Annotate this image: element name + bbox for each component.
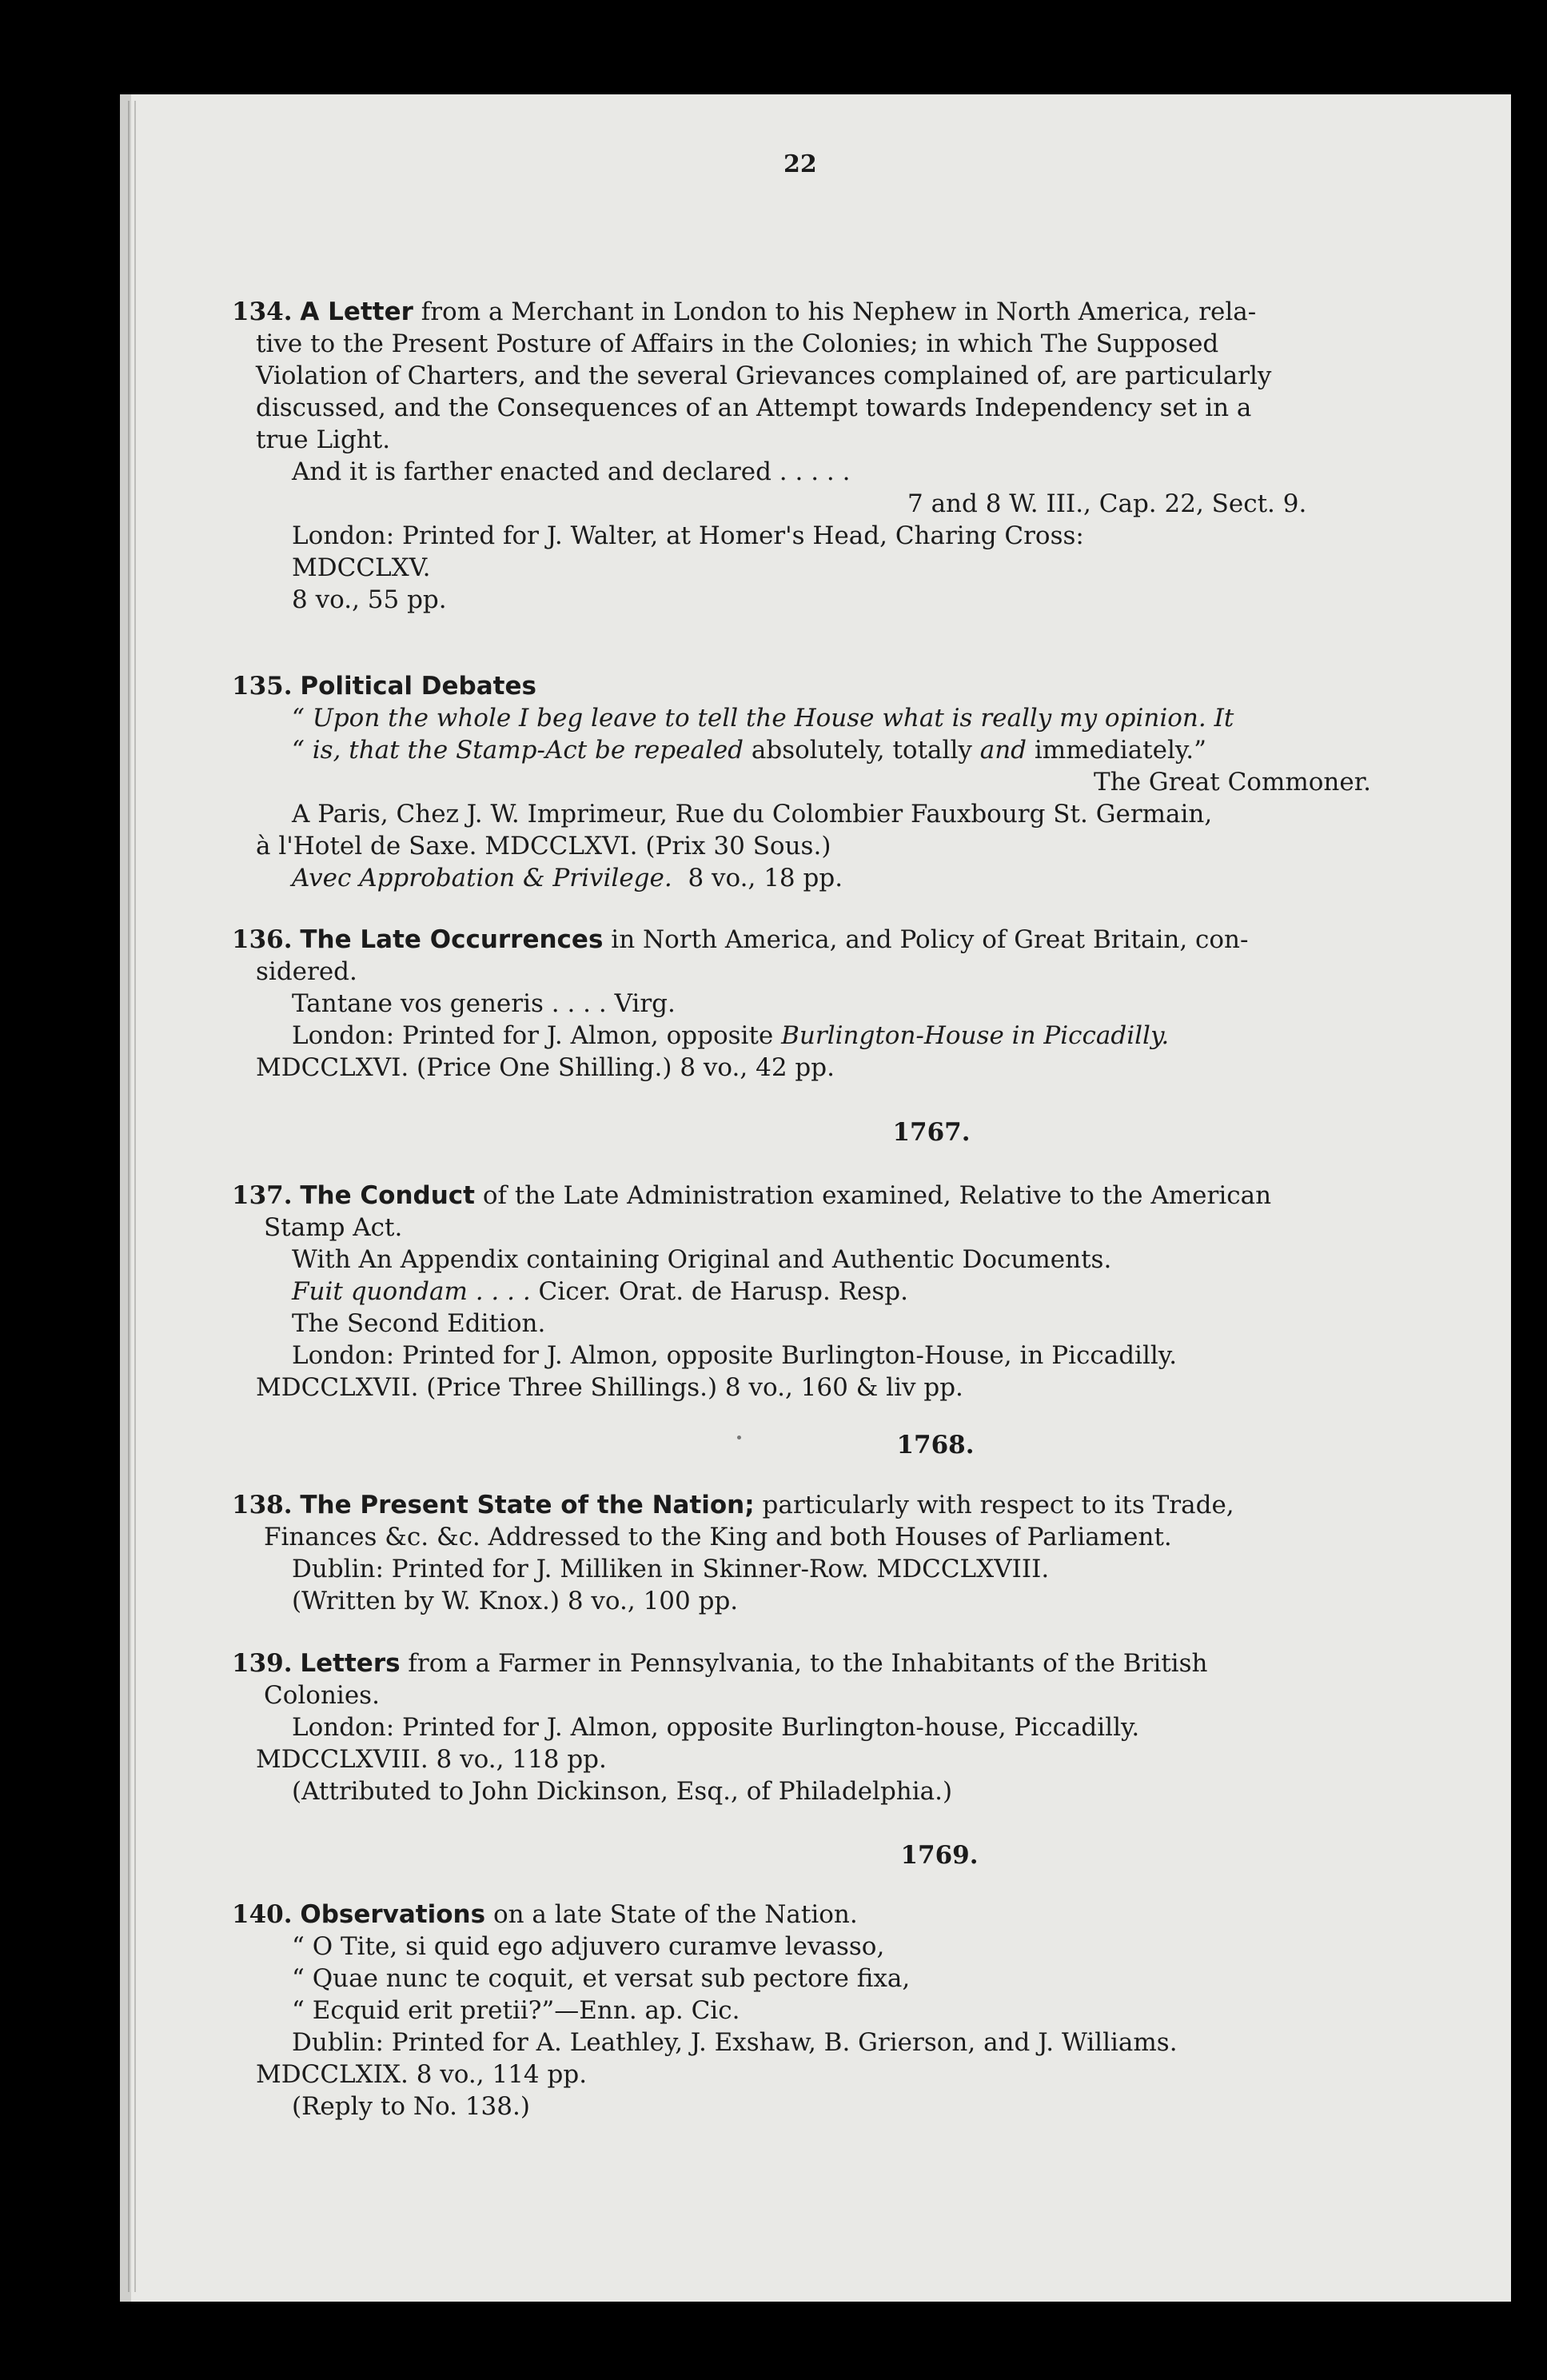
entry-text-line: discussed, and the Consequences of an Attempt towards Independency set in a <box>256 393 1252 422</box>
entry-title: The Conduct <box>300 1181 475 1210</box>
entry-title: A Letter <box>300 298 413 326</box>
entry-imprint: London: Printed for J. Walter, at Homer's Head, Charing Cross: <box>292 521 1084 550</box>
entry-title: The Late Occurrences <box>300 925 604 954</box>
entry-text-line: Colonies. <box>264 1681 380 1710</box>
entry-title: Letters <box>300 1649 401 1678</box>
entry-text-line: in North America, and Policy of Great Britain, con- <box>611 925 1249 954</box>
entry-number: 136. <box>232 925 293 954</box>
entry-edition: The Second Edition. <box>292 1309 546 1338</box>
entry-quote: and <box>979 736 1027 765</box>
entry-imprint: A Paris, Chez J. W. Imprimeur, Rue du Colombier Fauxbourg St. Germain, <box>292 800 1213 829</box>
entry-134 <box>232 296 1395 616</box>
entry-text-line: sidered. <box>256 957 357 986</box>
entry-title: Political Debates <box>300 672 536 701</box>
entry-text-line: Stamp Act. <box>264 1213 403 1242</box>
entry-imprint-date: à l'Hotel de Saxe. MDCCLXVI. (Prix 30 Sous.) <box>256 832 831 861</box>
entry-note: (Attributed to John Dickinson, Esq., of Philadelphia.) <box>292 1777 953 1806</box>
entry-number: 140. <box>232 1900 293 1929</box>
entry-imprint: London: Printed for J. Almon, opposite Burlington-house, Piccadilly. <box>292 1713 1140 1742</box>
entry-text-line: from a Merchant in London to his Nephew in North America, rela- <box>421 298 1257 326</box>
entry-quote: immediately.” <box>1027 736 1206 765</box>
entry-text-line: true Light. <box>256 425 391 454</box>
page-number: 22 <box>783 150 817 178</box>
entry-imprint: London: Printed for J. Almon, opposite <box>292 1021 782 1050</box>
entry-imprint-date: MDCCLXVII. (Price Three Shillings.) 8 vo., 160 & liv pp. <box>256 1373 963 1402</box>
entry-text-line: of the Late Administration examined, Relative to the American <box>482 1181 1272 1210</box>
entry-quote: “ Quae nunc te coquit, et versat sub pectore fixa, <box>292 1964 911 1993</box>
entry-note: (Written by W. Knox.) 8 vo., 100 pp. <box>292 1587 739 1615</box>
entry-imprint-date: MDCCLXIX. 8 vo., 114 pp. <box>256 2060 588 2089</box>
entry-motto: Tantane vos generis . . . . Virg. <box>292 989 676 1018</box>
entry-number: 134. <box>232 298 293 326</box>
entry-text-line: particularly with respect to its Trade, <box>762 1491 1234 1519</box>
entry-motto: And it is farther enacted and declared . . . . . <box>292 457 851 486</box>
entry-imprint: London: Printed for J. Almon, opposite Burlington-House, in Piccadilly. <box>292 1341 1178 1370</box>
entry-quote: “ is, that the Stamp-Act be repealed <box>292 736 744 765</box>
entry-imprint-date: MDCCLXVIII. 8 vo., 118 pp. <box>256 1745 607 1774</box>
entry-text-line: on a late State of the Nation. <box>492 1900 858 1929</box>
entry-format: 8 vo., 18 pp. <box>688 864 843 892</box>
entry-motto-source: 7 and 8 W. III., Cap. 22, Sect. 9. <box>907 489 1307 518</box>
year-heading: 1769. <box>900 1841 979 1870</box>
year-heading: 1767. <box>892 1118 971 1147</box>
entry-title: The Present State of the Nation; <box>300 1491 755 1519</box>
entry-text-line: Violation of Charters, and the several Grievances complained of, are particularly <box>256 361 1272 390</box>
entry-attribution: The Great Commoner. <box>1094 768 1371 797</box>
entry-motto-source: Cicer. Orat. de Harusp. Resp. <box>530 1277 908 1306</box>
entry-title: Observations <box>300 1900 486 1929</box>
entry-number: 135. <box>232 672 293 701</box>
entry-imprint: Dublin: Printed for J. Milliken in Skinner-Row. MDCCLXVIII. <box>292 1555 1050 1583</box>
entry-136 <box>232 924 1395 1084</box>
entry-motto: Fuit quondam . . . . <box>292 1277 531 1306</box>
entry-number: 139. <box>232 1649 293 1678</box>
entry-quote: “ Upon the whole I beg leave to tell the House what is really my opinion. It <box>292 704 1234 733</box>
entry-137 <box>232 1180 1395 1404</box>
year-heading: 1768. <box>896 1431 975 1460</box>
entry-appendix: With An Appendix containing Original and Authentic Documents. <box>292 1245 1112 1274</box>
entry-approbation: Avec Approbation & Privilege. <box>292 864 672 892</box>
entry-quote: “ Ecquid erit pretii?”—Enn. ap. Cic. <box>292 1996 740 2025</box>
entry-quote: “ O Tite, si quid ego adjuvero curamve levasso, <box>292 1932 885 1961</box>
entry-quote: absolutely, totally <box>744 736 980 765</box>
entry-text-line: Finances &c. &c. Addressed to the King and both Houses of Parliament. <box>264 1523 1172 1551</box>
entry-imprint: Dublin: Printed for A. Leathley, J. Exshaw, B. Grierson, and J. Williams. <box>292 2028 1178 2057</box>
entry-note: (Reply to No. 138.) <box>292 2092 530 2121</box>
entry-138 <box>232 1489 1395 1617</box>
entry-imprint-place: Burlington-House in Piccadilly. <box>781 1021 1170 1050</box>
entry-135 <box>232 670 1395 894</box>
entry-text-line: from a Farmer in Pennsylvania, to the Inhabitants of the British <box>408 1649 1208 1678</box>
entry-number: 137. <box>232 1181 293 1210</box>
entry-imprint-date: MDCCLXV. <box>292 553 431 582</box>
entry-text-line: tive to the Present Posture of Affairs in the Colonies; in which The Supposed <box>256 329 1219 358</box>
speck-mark <box>737 1436 741 1440</box>
entry-format: 8 vo., 55 pp. <box>292 585 447 614</box>
entry-139 <box>232 1647 1395 1807</box>
entry-imprint-date: MDCCLXVI. (Price One Shilling.) 8 vo., 42 pp. <box>256 1053 835 1082</box>
entry-number: 138. <box>232 1491 293 1519</box>
entry-140 <box>232 1899 1395 2122</box>
